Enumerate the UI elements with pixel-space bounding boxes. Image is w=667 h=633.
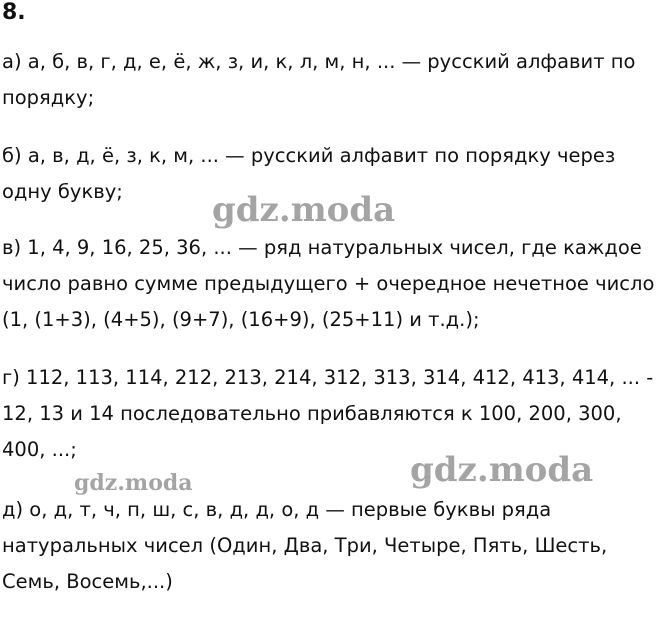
text-line: (1, (1+3), (4+5), (9+7), (16+9), (25+11) и т.д.);: [2, 308, 480, 331]
text-line: б) а, в, д, ё, з, к, м, ... — русский алфавит по порядку через: [2, 144, 616, 167]
text-line: 400, ...;: [2, 438, 77, 461]
text-line: г) 112, 113, 114, 212, 213, 214, 312, 313, 314, 412, 413, 414, ... -: [2, 366, 654, 389]
text-line: в) 1, 4, 9, 16, 25, 36, ... — ряд натуральных чисел, где каждое: [2, 236, 642, 259]
text-line: натуральных чисел (Один, Два, Три, Четыре, Пять, Шесть,: [2, 534, 608, 557]
watermark: gdz.moda: [410, 450, 594, 490]
answer-item-b: [2, 138, 664, 210]
text-line: одну букву;: [2, 180, 123, 203]
answer-item-d: [2, 492, 664, 600]
watermark: gdz.moda: [74, 470, 193, 496]
answer-item-v: [2, 230, 664, 338]
text-line: Семь, Восемь,...): [2, 570, 173, 593]
text-line: порядку;: [2, 86, 95, 109]
text-line: д) о, д, т, ч, п, ш, с, в, д, д, о, д — первые буквы ряда: [2, 498, 552, 521]
answer-item-a: [2, 44, 664, 116]
answer-item-g: [2, 360, 664, 468]
text-line: 12, 13 и 14 последовательно прибавляются к 100, 200, 300,: [2, 402, 622, 425]
text-line: число равно сумме предыдущего + очередное нечетное число: [2, 272, 655, 295]
text-line: а) а, б, в, г, д, е, ё, ж, з, и, к, л, м, н, ... — русский алфавит по: [2, 50, 636, 73]
task-number: 8.: [2, 0, 26, 25]
watermark: gdz.moda: [212, 190, 396, 230]
